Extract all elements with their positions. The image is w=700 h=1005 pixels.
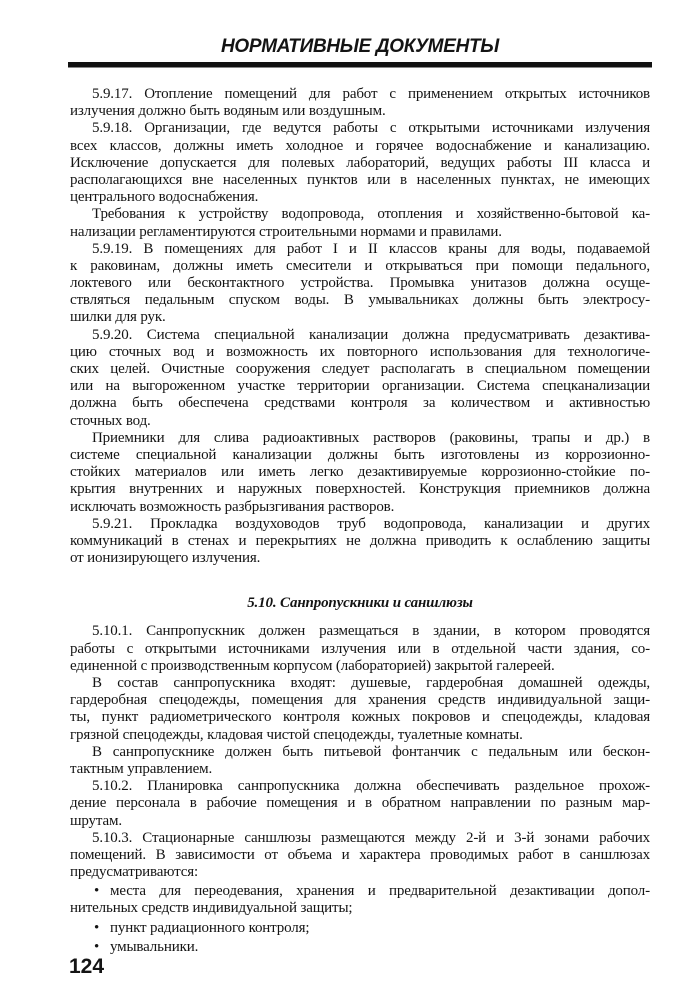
text-line: системе специальной канализации должны быть изготовлены из коррозионно- (70, 446, 650, 463)
text-line: цию сточных вод и возможность их повторного использования для технологиче- (70, 343, 650, 360)
text-line: пункт радиационного контроля; (110, 919, 310, 936)
running-header: НОРМАТИВНЫЕ ДОКУМЕНТЫ (220, 36, 500, 57)
text-line: локтевого или бесконтактного устройства. Промывка унитазов должна осуще- (70, 275, 650, 292)
bullet-icon: • (94, 919, 100, 936)
text-line: шрутам. (70, 812, 122, 829)
text-line: 5.10.3. Стационарные саншлюзы размещаются между 2-й и 3-й зонами рабочих (92, 829, 650, 846)
paragraph (70, 430, 650, 516)
paragraph-group (70, 623, 650, 881)
text-line: В состав санпропускника входят: душевые, гардеробная домашней одежды, (92, 675, 650, 691)
text-line: ствляться педальным спуском воды. В умывальниках должны быть электросу- (70, 292, 650, 309)
text-line: гардеробная спецодежды, помещения для хранения средств индивидуальной защи- (70, 692, 650, 709)
text-line: 5.9.18. Организации, где ведутся работы с открытыми источниками излучения (92, 120, 650, 137)
paragraph (70, 327, 650, 430)
text-line: исключать возможность разбрызгивания растворов. (70, 498, 395, 515)
paragraph (70, 744, 650, 778)
text-line: В санпропускнике должен быть питьевой фонтанчик с педальным или бескон- (92, 743, 650, 760)
paragraph (70, 778, 650, 830)
text-line: коммуникаций в стенах и перекрытиях не должна приводить к ослаблению защиты (70, 532, 650, 549)
paragraph (70, 623, 650, 675)
text-line: 5.10.1. Санпропускник должен размещаться в здании, в котором проводятся (92, 623, 650, 640)
text-line: ских целей. Очистные сооружения следует располагать в специальном помещении (70, 361, 650, 377)
text-line: предусматриваются: (70, 864, 199, 881)
bullet-list (70, 883, 650, 956)
bullet-item (70, 920, 650, 937)
text-line: стойких материалов или иметь легко дезактивируемые коррозионно-стойкие по- (70, 464, 650, 481)
paragraph (70, 206, 650, 240)
text-line: ты, пункт радиометрического контроля кожных покровов и спецодежды, кладовая (70, 709, 650, 726)
text-line: дение персонала в рабочие помещения и в обратном направлении по разным мар- (70, 795, 650, 812)
text-line: единенной с производственным корпусом (лабораторией) закрытой галереей. (70, 657, 555, 674)
text-line: 5.9.17. Отопление помещений для работ с применением открытых источников (92, 86, 650, 102)
text-line: крытия внутренних и наружных поверхностей. Конструкция приемников должна (70, 481, 650, 498)
paragraph (70, 86, 650, 120)
text-line: Требования к устройству водопровода, отопления и хозяйственно-бытовой ка- (92, 206, 650, 223)
text-line: Исключение допускается для полевых лабораторий, ведущих работы III класса и (70, 154, 650, 171)
paragraph (70, 120, 650, 206)
text-line: должна быть обеспечена средствами контроля за количеством и активностью (70, 395, 650, 412)
text-line: или на выгороженном участке территории организации. Система спецканализации (70, 378, 650, 395)
paragraph (70, 830, 650, 882)
bullet-item (70, 883, 650, 917)
text-line: всех классов, должны иметь холодное и горячее водоснабжение и канализацию. (70, 137, 650, 154)
text-line: умывальники. (110, 938, 199, 955)
text-line: 5.10.2. Планировка санпропускника должна обеспечивать раздельное прохож- (92, 778, 650, 795)
paragraph (70, 675, 650, 744)
paragraph (70, 516, 650, 568)
bullet-icon: • (94, 883, 100, 900)
text-line: к раковинам, должны иметь смесители и открываться при помощи педального, (70, 257, 650, 274)
text-line: грязной спецодежды, кладовая чистой спецодежды, туалетные комнаты. (70, 726, 523, 743)
text-line: излучения должно быть водяным или воздушным. (70, 103, 386, 120)
text-line: Приемники для слива радиоактивных растворов (раковины, трапы и др.) в (92, 429, 650, 446)
text-line: 5.9.21. Прокладка воздуховодов труб водопровода, канализации и других (92, 515, 650, 532)
section-title: 5.10. Санпропускники и саншлюзы (247, 595, 473, 612)
text-line: помещений. В зависимости от объема и характера проводимых работ в саншлюзах (70, 846, 650, 863)
text-line: 5.9.19. В помещениях для работ I и II классов краны для воды, подаваемой (92, 240, 650, 257)
text-line: шилки для рук. (70, 309, 166, 326)
text-line: нительных средств индивидуальной защиты; (70, 900, 353, 917)
paragraph (70, 241, 650, 327)
text-line: 5.9.20. Система специальной канализации должна предусматривать дезактива- (92, 326, 650, 343)
text-line: от ионизирующего излучения. (70, 550, 261, 567)
text-line: нализации регламентируются строительными нормами и правилами. (70, 223, 502, 240)
text-line: работы с открытыми источниками излучения или в отдельной части здания, со- (70, 640, 650, 657)
text-line: сточных вод. (70, 412, 151, 429)
text-line: располагающихся вне населенных пунктов или в населенных пунктах, не имеющих (70, 171, 650, 188)
text-line: тактным управлением. (70, 760, 213, 777)
bullet-icon: • (94, 938, 100, 955)
page-number: 124 (69, 955, 105, 978)
document-body (70, 86, 650, 956)
text-line: центрального водоснабжения. (70, 189, 259, 206)
paragraph-group (70, 86, 650, 567)
text-line: места для переодевания, хранения и предварительной дезактивации допол- (110, 883, 650, 900)
header-rule (68, 62, 652, 68)
bullet-item (70, 939, 650, 956)
